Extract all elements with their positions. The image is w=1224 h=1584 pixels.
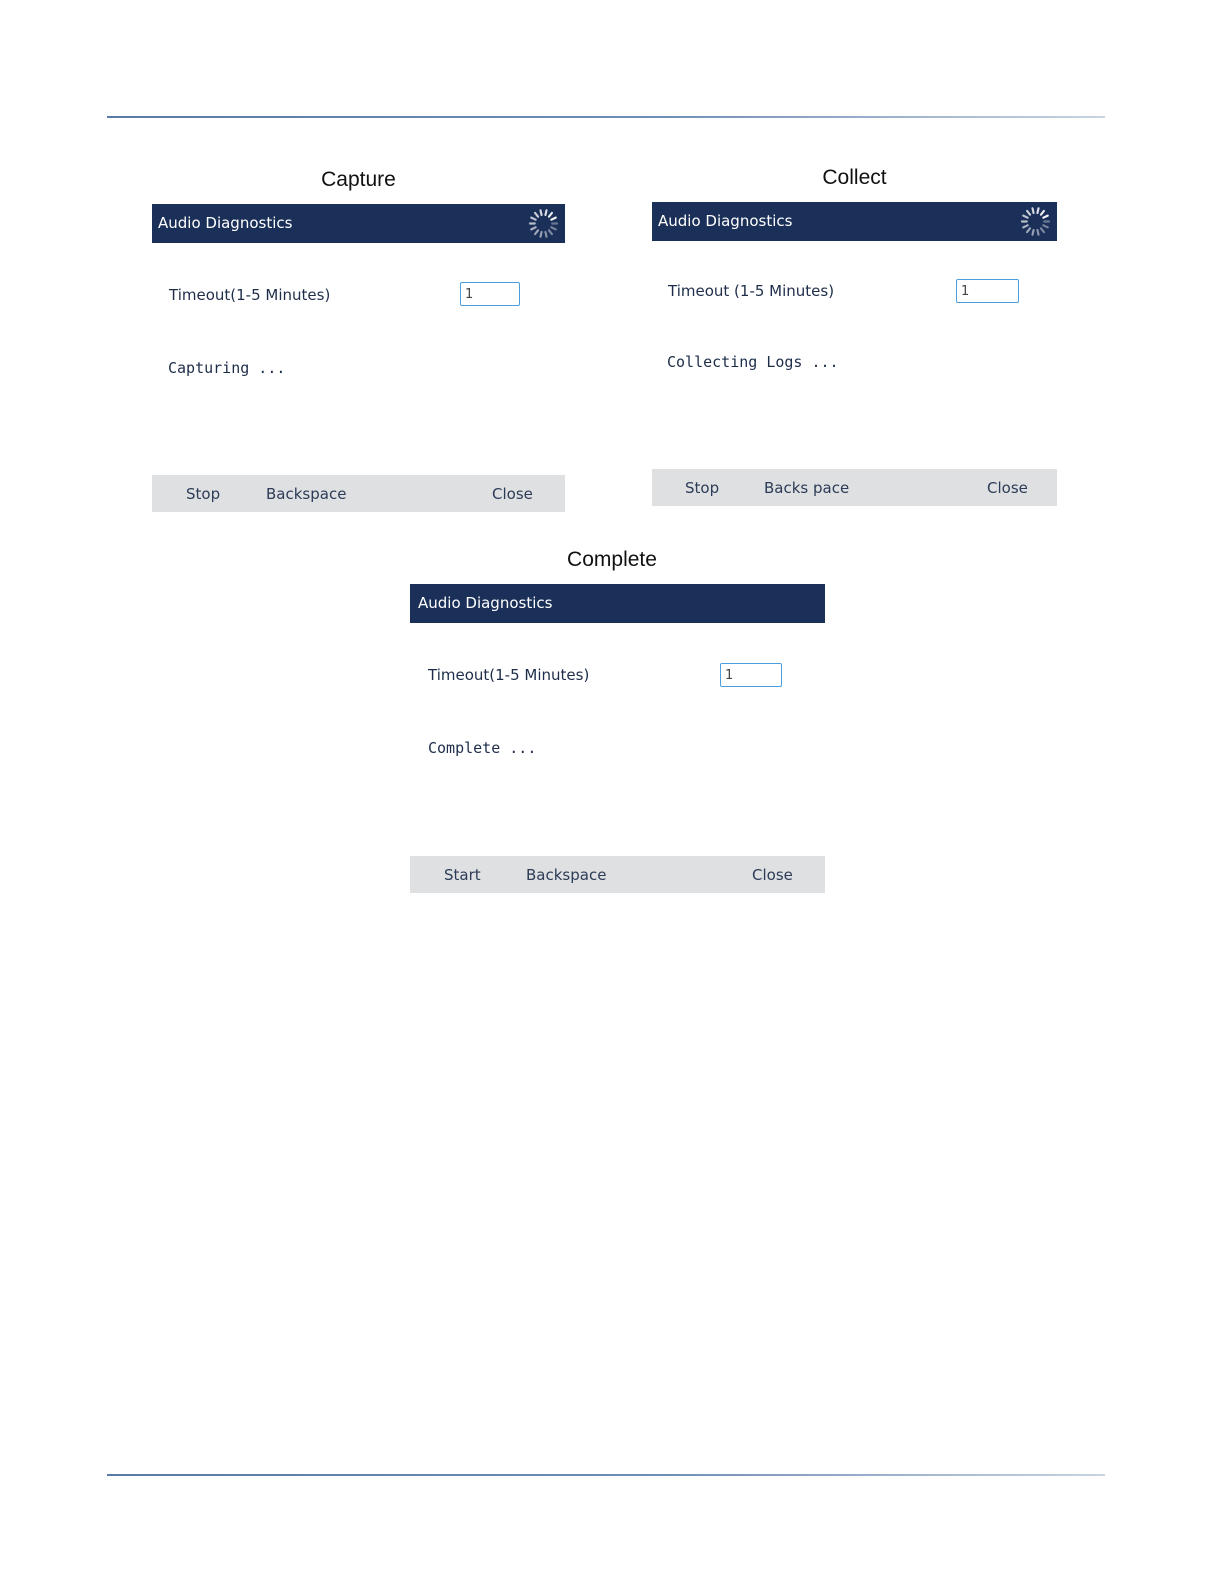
softkey-bar <box>152 475 565 512</box>
window-title: Audio Diagnostics <box>158 214 293 232</box>
close-softkey[interactable]: Close <box>987 479 1028 497</box>
backspace-softkey[interactable]: Backspace <box>526 866 607 884</box>
panel-caption: Collect <box>822 166 887 189</box>
timeout-label: Timeout(1-5 Minutes) <box>428 666 590 684</box>
window-title: Audio Diagnostics <box>418 594 553 612</box>
header-rule <box>107 116 1105 118</box>
backspace-softkey[interactable]: Backspace <box>266 485 347 503</box>
close-softkey[interactable]: Close <box>492 485 533 503</box>
title-bar <box>152 204 565 243</box>
timeout-input[interactable] <box>956 279 1019 303</box>
title-bar <box>410 584 825 623</box>
stop-softkey[interactable]: Stop <box>186 485 221 503</box>
footer-rule <box>107 1474 1105 1476</box>
start-softkey[interactable]: Start <box>444 866 481 884</box>
timeout-input[interactable] <box>460 282 520 306</box>
backspace-softkey[interactable]: Backs pace <box>764 479 850 497</box>
timeout-label: Timeout (1-5 Minutes) <box>668 282 835 300</box>
loading-spinner-icon <box>528 208 559 239</box>
status-text: Capturing ... <box>168 359 286 377</box>
close-softkey[interactable]: Close <box>752 866 793 884</box>
status-text: Complete ... <box>428 739 537 757</box>
softkey-bar <box>410 856 825 893</box>
timeout-input[interactable] <box>720 663 782 687</box>
softkey-bar <box>652 469 1057 506</box>
panel-caption: Complete <box>567 548 657 571</box>
title-bar <box>652 202 1057 241</box>
window-title: Audio Diagnostics <box>658 212 793 230</box>
timeout-label: Timeout(1-5 Minutes) <box>169 286 331 304</box>
status-text: Collecting Logs ... <box>667 353 839 371</box>
stop-softkey[interactable]: Stop <box>685 479 720 497</box>
loading-spinner-icon <box>1020 206 1051 237</box>
panel-caption: Capture <box>321 168 396 191</box>
